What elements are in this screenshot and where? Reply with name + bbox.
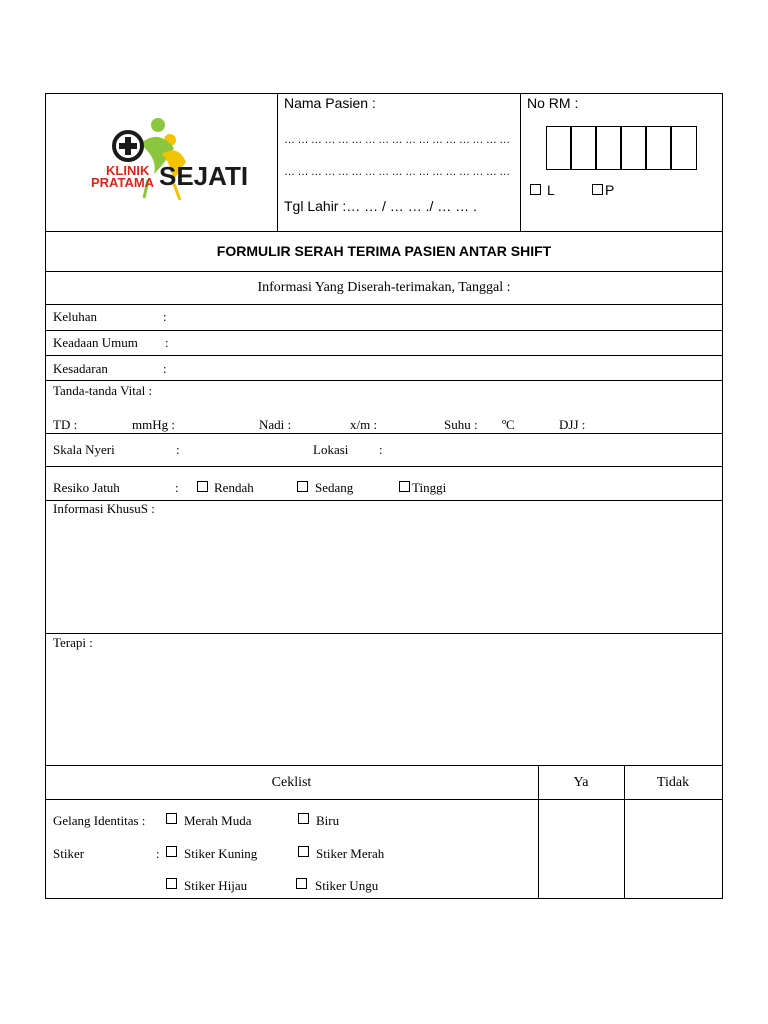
- stiker-hijau-checkbox[interactable]: [166, 878, 177, 889]
- biru-checkbox[interactable]: [298, 813, 309, 824]
- rm-box[interactable]: [671, 126, 697, 170]
- stiker-merah-label: Stiker Merah: [316, 846, 385, 861]
- keadaan-umum-label: Keadaan Umum: [53, 335, 138, 350]
- informasi-khusus-area[interactable]: [46, 518, 722, 632]
- xm-label: x/m :: [350, 417, 378, 432]
- stiker-kuning-label: Stiker Kuning: [184, 846, 258, 861]
- rm-label: No RM :: [527, 95, 579, 111]
- checklist-header: Ceklist: [271, 775, 312, 790]
- gelang-identitas-label: Gelang Identitas :: [53, 813, 146, 828]
- form-title: FORMULIR SERAH TERIMA PASIEN ANTAR SHIFT: [216, 243, 552, 259]
- tidak-header: Tidak: [656, 775, 690, 790]
- informasi-khusus-label: Informasi KhusuS :: [53, 501, 155, 516]
- rm-box[interactable]: [571, 126, 596, 170]
- patient-name-dots-2[interactable]: … … … … … … … … … … … … … … … … …: [284, 166, 510, 178]
- tinggi-checkbox[interactable]: [399, 481, 410, 492]
- ya-header: Ya: [573, 775, 589, 790]
- gender-p-checkbox[interactable]: [592, 184, 603, 195]
- info-date-line[interactable]: Informasi Yang Diserah-terimakan, Tanggal :: [257, 280, 511, 295]
- logo-line-klinik: KLINIK: [106, 163, 150, 178]
- stiker-colon: :: [156, 846, 160, 861]
- stiker-label: Stiker: [53, 846, 85, 861]
- kesadaran-label: Kesadaran: [53, 361, 108, 376]
- gender-l-label: L: [547, 182, 555, 198]
- djj-label: DJJ :: [559, 417, 586, 432]
- rm-box[interactable]: [621, 126, 646, 170]
- stiker-ungu-checkbox[interactable]: [296, 878, 307, 889]
- kesadaran-colon: :: [163, 361, 167, 376]
- rm-box[interactable]: [596, 126, 621, 170]
- rendah-label: Rendah: [214, 480, 254, 495]
- sedang-label: Sedang: [315, 480, 354, 495]
- vital-signs-title: Tanda-tanda Vital :: [53, 383, 153, 398]
- skala-nyeri-colon: :: [176, 442, 180, 457]
- birth-date-field[interactable]: Tgl Lahir :… … / … … ./ … … .: [284, 198, 477, 214]
- mmhg-label: mmHg :: [132, 417, 175, 432]
- keadaan-umum-colon: :: [165, 335, 169, 350]
- rm-box[interactable]: [646, 126, 671, 170]
- resiko-jatuh-label: Resiko Jatuh: [53, 480, 120, 495]
- suhu-label: Suhu :: [444, 417, 478, 432]
- gender-p-label: P: [605, 182, 615, 198]
- logo-name: SEJATI: [159, 161, 249, 191]
- clinic-logo: [88, 114, 258, 206]
- stiker-merah-checkbox[interactable]: [298, 846, 309, 857]
- terapi-area[interactable]: [46, 652, 722, 764]
- sedang-checkbox[interactable]: [297, 481, 308, 492]
- stiker-hijau-label: Stiker Hijau: [184, 878, 248, 893]
- celsius-label: ºC: [502, 417, 515, 432]
- resiko-jatuh-colon: :: [175, 480, 179, 495]
- logo-graphic: [88, 114, 258, 206]
- keluhan-label: Keluhan: [53, 309, 98, 324]
- merah-muda-label: Merah Muda: [184, 813, 252, 828]
- terapi-label: Terapi :: [53, 635, 93, 650]
- lokasi-colon: :: [379, 442, 383, 457]
- lokasi-label: Lokasi: [313, 442, 349, 457]
- skala-nyeri-label: Skala Nyeri: [53, 442, 115, 457]
- td-label: TD :: [53, 417, 78, 432]
- nadi-label: Nadi :: [259, 417, 292, 432]
- keluhan-colon: :: [163, 309, 167, 324]
- stiker-ungu-label: Stiker Ungu: [315, 878, 379, 893]
- tinggi-label: Tinggi: [412, 480, 447, 495]
- logo-line-pratama: PRATAMA: [91, 175, 155, 190]
- patient-name-dots-1[interactable]: … … … … … … … … … … … … … … … … …: [284, 134, 510, 146]
- rendah-checkbox[interactable]: [197, 481, 208, 492]
- biru-label: Biru: [316, 813, 340, 828]
- rm-box[interactable]: [546, 126, 571, 170]
- stiker-kuning-checkbox[interactable]: [166, 846, 177, 857]
- gender-l-checkbox[interactable]: [530, 184, 541, 195]
- merah-muda-checkbox[interactable]: [166, 813, 177, 824]
- patient-name-label: Nama Pasien :: [284, 95, 376, 111]
